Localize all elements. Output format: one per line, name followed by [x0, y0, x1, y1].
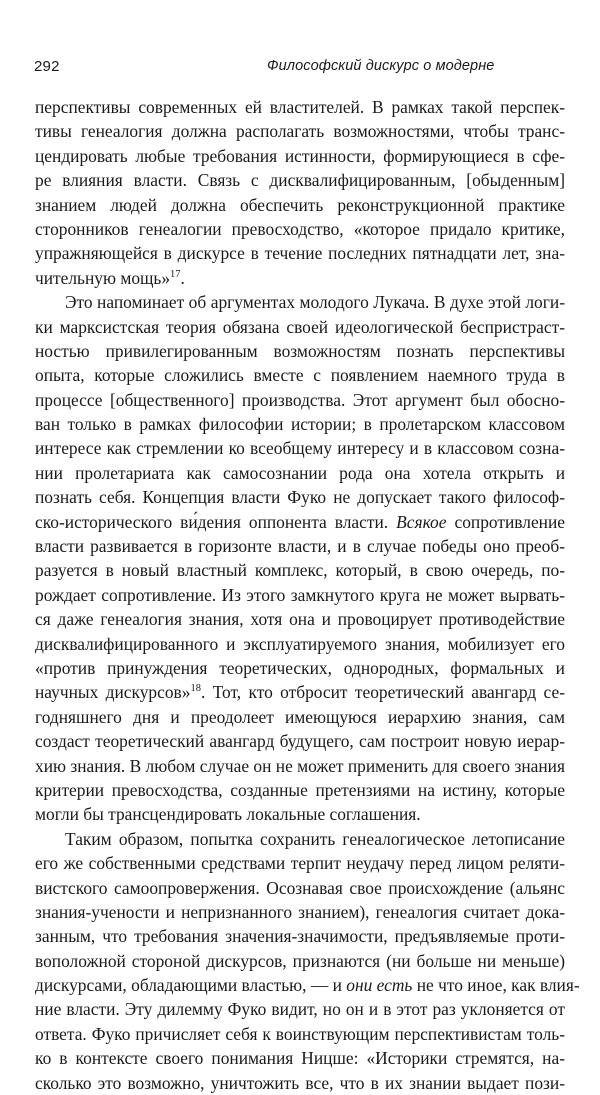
text-line: ностью привилегированным возможностям познать перспективы [35, 340, 565, 361]
text-line: разуется в новый властный комплекс, который, в свою очередь, по- [35, 560, 565, 581]
text-line: ние власти. Эту дилемму Фуко видит, но он и в этот раз уклоняется от [35, 999, 565, 1020]
footnote-ref-18: 18 [190, 683, 201, 695]
text-line: Таким образом, попытка сохранить генеалогическое летописание [65, 828, 565, 849]
text-line: ван только в рамках философии истории; в пролетарском классовом [35, 414, 565, 435]
text-line: цендировать любые требования истинности, формирующиеся в сфе- [35, 145, 565, 166]
text-fragment: . [180, 267, 185, 288]
text-fragment: дискурсами, обладающими властью, — и [35, 975, 342, 996]
text-line: сторонников генеалогии превосходство, «которое придало критике, [35, 218, 565, 239]
page-header [32, 58, 572, 82]
text-line: Это напоминает об аргументах молодого Лукача. В духе этой логи- [65, 292, 565, 313]
paragraph-1 [35, 95, 565, 290]
text-line: познать себя. Концепция власти Фуко не допускает такого философ- [35, 487, 565, 508]
text-line: сколько это возможно, уничтожить все, что в их знании выдает пози- [35, 1072, 565, 1093]
text-fragment: сопротивление [454, 511, 565, 532]
text-line [35, 266, 565, 290]
text-line: ре влияния власти. Связь с дисквалифицированным, [обыденным] [35, 170, 565, 191]
text-line: ся даже генеалогия знания, хотя она и провоцирует противодействие [35, 609, 565, 630]
text-line: власти развивается в горизонте власти, и в случае победы оно преоб- [35, 536, 565, 557]
text-line: опыта, которые сложились вместе с появлением наемного труда в [35, 365, 565, 386]
text-line: знанием людей должна обеспечить реконструкционной практике [35, 194, 565, 215]
text-line: могли бы трансцендировать локальные соглашения. [35, 804, 421, 825]
text-fragment: научных дискурсов» [35, 682, 191, 703]
italic-emphasis: они есть [346, 975, 413, 996]
text-line [35, 973, 580, 997]
text-line: нии пролетариата как самосознании рода она хотела открыть и [35, 462, 565, 483]
text-line: перспективы современных ей властителей. В рамках такой перспек- [35, 97, 565, 117]
text-line: ки марксистская теория обязана своей идеологической беспристраст- [35, 316, 565, 337]
text-line: годняшнего дня и преодолеет имеющуюся иерархию знания, сам [35, 706, 565, 727]
text-line [35, 680, 565, 704]
text-fragment: не что иное, как влия- [416, 975, 580, 996]
text-line: рождает сопротивление. Из этого замкнутого круга не может вырвать- [35, 584, 565, 605]
text-line: ко в контексте своего понимания Ницше: «Историки стремятся, на- [35, 1048, 565, 1069]
text-fragment: чительную мощь» [35, 267, 171, 288]
running-title: Философский дискурс о модерне [267, 58, 495, 74]
text-line: тивы генеалогия должна располагать возможностями, чтобы транс- [35, 121, 565, 142]
text-line [35, 510, 565, 534]
text-line: воположной стороной дискурсов, признаются (ни больше ни меньше) [35, 950, 565, 971]
text-line: вистского самоопровержения. Осознавая свое происхождение (альянс [35, 877, 565, 898]
italic-emphasis: Всякое [396, 511, 447, 532]
text-line: критерии превосходства, созданные претензиями на истину, которые [35, 779, 565, 800]
page-number: 292 [34, 58, 60, 75]
text-line: знания-учености и непризнанного знанием), генеалогия считает дока- [35, 901, 565, 922]
text-line: хию знания. В любом случае он не может применить для своего знания [35, 755, 565, 776]
text-fragment: ско-исторического ви́дения оппонента власти. [35, 511, 389, 532]
text-line: дисквалифицированного и эксплуатируемого знания, мобилизует его [35, 633, 565, 654]
text-line: ответа. Фуко причисляет себя к воинствующим перспективистам толь- [35, 1023, 565, 1044]
text-line: «против принуждения теоретических, однородных, формальных и [35, 657, 565, 678]
paragraph-2 [35, 290, 565, 827]
footnote-ref-17: 17 [170, 268, 181, 280]
paragraph-3 [35, 827, 580, 1095]
text-line: занным, что требования значения-значимости, предъявляемые проти- [35, 926, 565, 947]
body-text [35, 95, 580, 1095]
text-line: упражняющейся в дискурсе в течение последних пятнадцати лет, зна- [35, 243, 565, 264]
text-line: процессе [общественного] производства. Этот аргумент был обосно- [35, 389, 565, 410]
text-line: его же собственными средствами терпит неудачу перед лицом реляти- [35, 853, 565, 874]
text-line: интересе как стремлении ко всеобщему интересу и в классовом созна- [35, 438, 565, 459]
text-line: создаст теоретический авангард будущего, сам построит новую иерар- [35, 731, 565, 752]
text-fragment: . Тот, кто отбросит теоретический авангард се- [200, 682, 566, 703]
